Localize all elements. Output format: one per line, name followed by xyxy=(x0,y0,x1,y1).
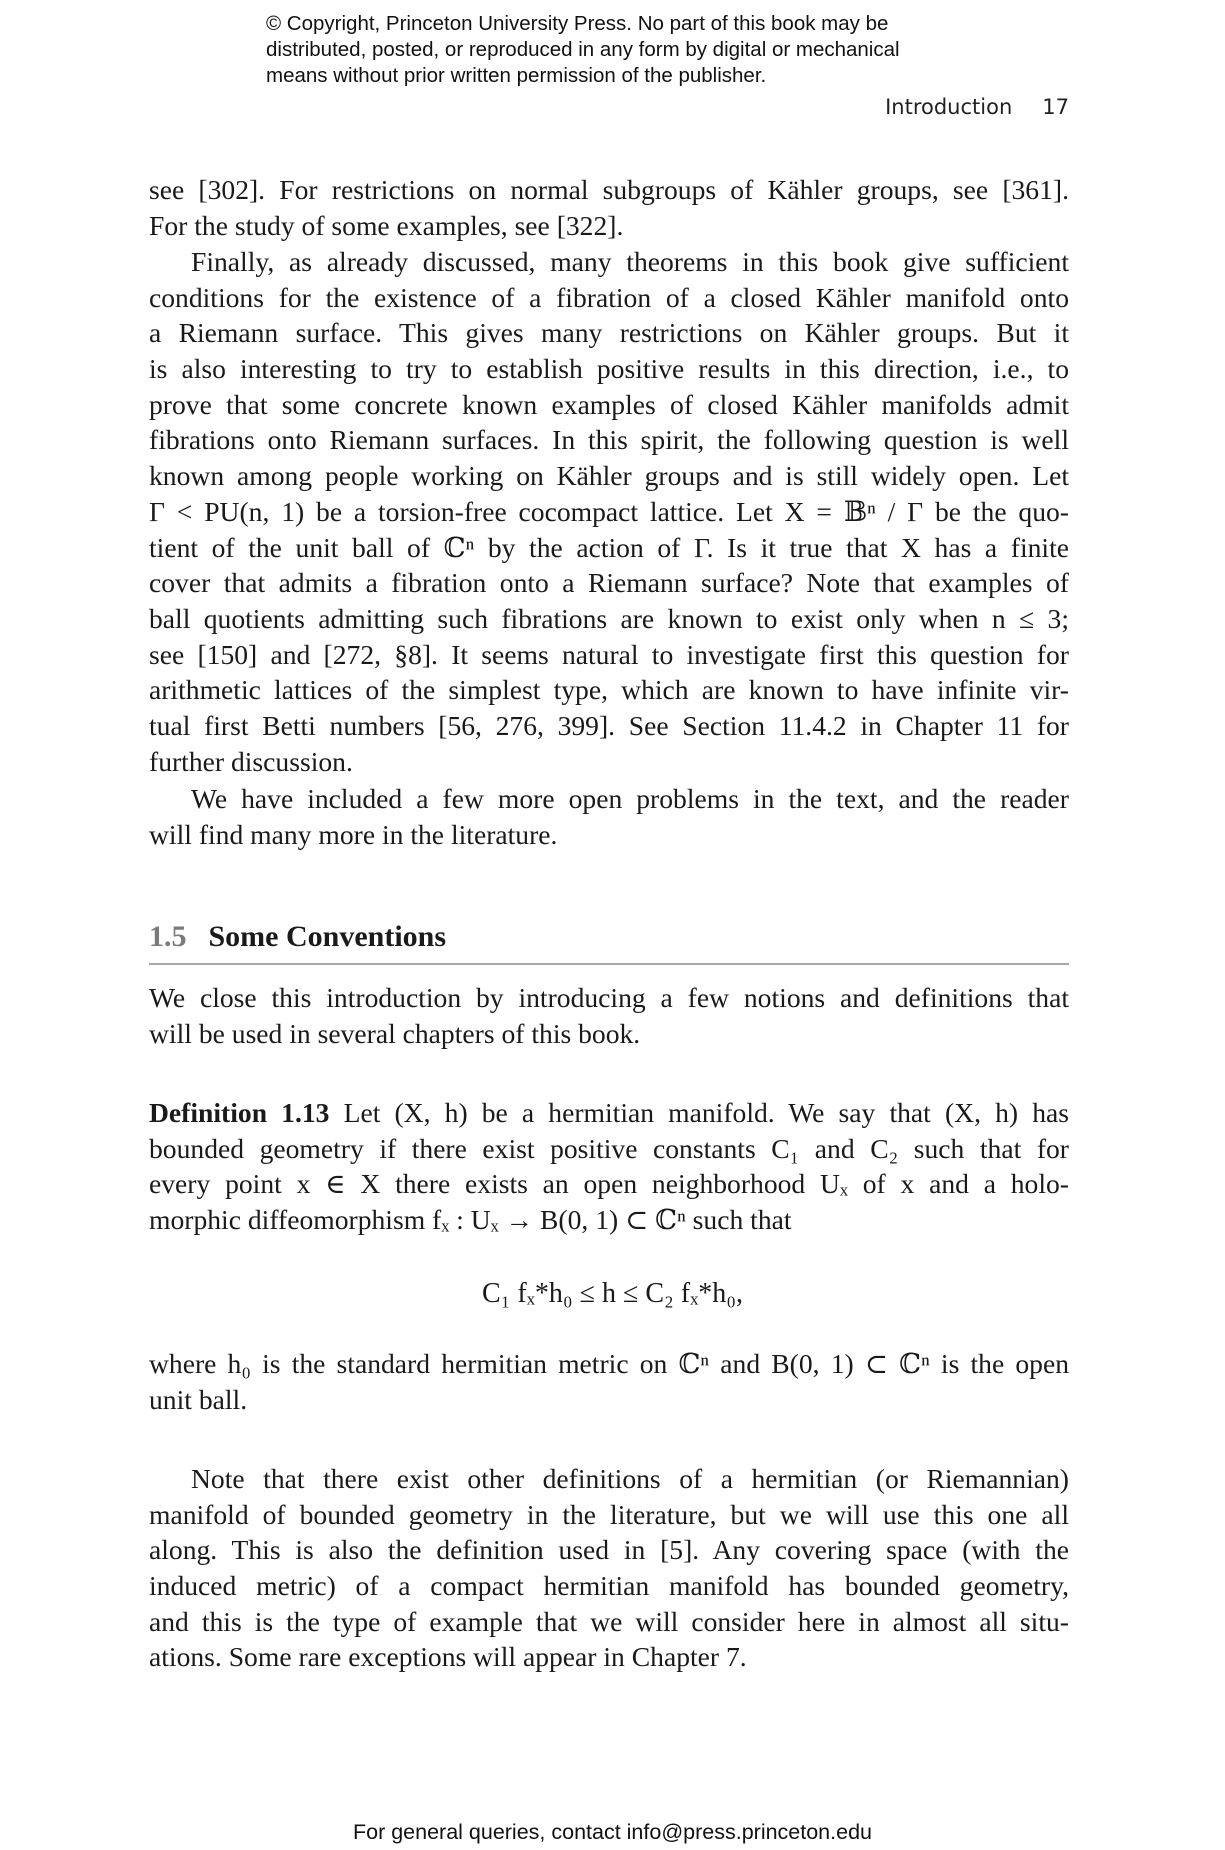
text-line: and this is the type of example that we will consider here in almost all situ- xyxy=(149,1605,1069,1637)
text-line: manifold of bounded geometry in the literature, but we will use this one all xyxy=(149,1498,1069,1530)
text-line: arithmetic lattices of the simplest type, which are known to have infinite vir- xyxy=(149,674,1069,706)
copyright-line: means without prior written permission of the publisher. xyxy=(266,64,767,87)
text-line: ations. Some rare exceptions will appear in Chapter 7. xyxy=(149,1641,747,1673)
paragraph-6 xyxy=(149,1461,1069,1675)
text-line: see [150] and [272, §8]. It seems natural to investigate first this question for xyxy=(149,638,1069,670)
section-divider xyxy=(149,963,1069,965)
text-line: prove that some concrete known examples of closed Kähler manifolds admit xyxy=(149,388,1069,420)
text-line: Γ < PU(n, 1) be a torsion-free cocompact lattice. Let X = 𝔹ⁿ / Γ be the quo- xyxy=(149,495,1069,527)
running-head-title: Introduction xyxy=(885,95,1013,119)
running-head xyxy=(885,95,1069,119)
text-line xyxy=(149,1095,1069,1131)
paragraph-1 xyxy=(149,172,1069,243)
text-line: along. This is also the definition used in [5]. Any covering space (with the xyxy=(149,1534,1069,1566)
paragraph-4 xyxy=(149,980,1069,1051)
text-line: For the study of some examples, see [322]. xyxy=(149,209,624,241)
section-number: 1.5 xyxy=(149,920,187,953)
text-line: every point x ∈ X there exists an open neighborhood Uₓ of x and a holo- xyxy=(149,1168,1069,1200)
text-line: further discussion. xyxy=(149,745,353,777)
text-line: bounded geometry if there exist positive constants C₁ and C₂ such that for xyxy=(149,1132,1069,1164)
text-line: ball quotients admitting such fibrations are known to exist only when n ≤ 3; xyxy=(149,602,1069,634)
text-line: tual first Betti numbers [56, 276, 399]. See Section 11.4.2 in Chapter 11 for xyxy=(149,709,1069,741)
text-line: where h₀ is the standard hermitian metric on ℂⁿ and B(0, 1) ⊂ ℂⁿ is the open xyxy=(149,1348,1069,1379)
paragraph-2 xyxy=(149,244,1069,779)
text-line: unit ball. xyxy=(149,1383,248,1415)
text-line: fibrations onto Riemann surfaces. In this spirit, the following question is well xyxy=(149,424,1069,456)
text-line: tient of the unit ball of ℂⁿ by the action of Γ. Is it true that X has a finite xyxy=(149,531,1069,563)
text-line: We close this introduction by introducing a few notions and definitions that xyxy=(149,982,1069,1013)
text-line: will find many more in the literature. xyxy=(149,818,558,850)
section-heading xyxy=(149,917,1069,957)
definition-block xyxy=(149,1095,1069,1238)
page-number: 17 xyxy=(1042,95,1069,119)
text-line: We have included a few more open problems in the text, and the reader xyxy=(191,783,1069,814)
paragraph-5 xyxy=(149,1346,1069,1417)
definition-text: Let (X, h) be a hermitian manifold. We say that (X, h) has xyxy=(329,1097,1070,1128)
copyright-notice xyxy=(266,11,986,89)
definition-label: Definition 1.13 xyxy=(149,1097,330,1128)
text-line: known among people working on Kähler groups and is still widely open. Let xyxy=(149,460,1069,492)
text-line: morphic diffeomorphism fₓ : Uₓ → B(0, 1) ⊂ ℂⁿ such that xyxy=(149,1204,792,1236)
text-line: a Riemann surface. This gives many restrictions on Kähler groups. But it xyxy=(149,317,1069,349)
text-line: see [302]. For restrictions on normal subgroups of Kähler groups, see [361]. xyxy=(149,174,1069,205)
text-line: Finally, as already discussed, many theorems in this book give sufficient xyxy=(191,246,1069,277)
paragraph-3 xyxy=(149,781,1069,852)
text-line: cover that admits a fibration onto a Riemann surface? Note that examples of xyxy=(149,567,1069,599)
copyright-line: distributed, posted, or reproduced in any form by digital or mechanical xyxy=(266,38,900,61)
text-line: induced metric) of a compact hermitian manifold has bounded geometry, xyxy=(149,1570,1069,1602)
display-equation: C₁ fₓ*h₀ ≤ h ≤ C₂ fₓ*h₀, xyxy=(481,1278,744,1309)
text-line: Note that there exist other definitions of a hermitian (or Riemannian) xyxy=(191,1463,1069,1494)
text-line: is also interesting to try to establish positive results in this direction, i.e., to xyxy=(149,353,1069,385)
section-title: Some Conventions xyxy=(208,920,447,953)
text-line: conditions for the existence of a fibration of a closed Kähler manifold onto xyxy=(149,281,1069,313)
footer-contact: For general queries, contact info@press.princeton.edu xyxy=(352,1820,872,1844)
text-line: will be used in several chapters of this book. xyxy=(149,1017,641,1049)
copyright-line: © Copyright, Princeton University Press. No part of this book may be xyxy=(266,12,889,35)
